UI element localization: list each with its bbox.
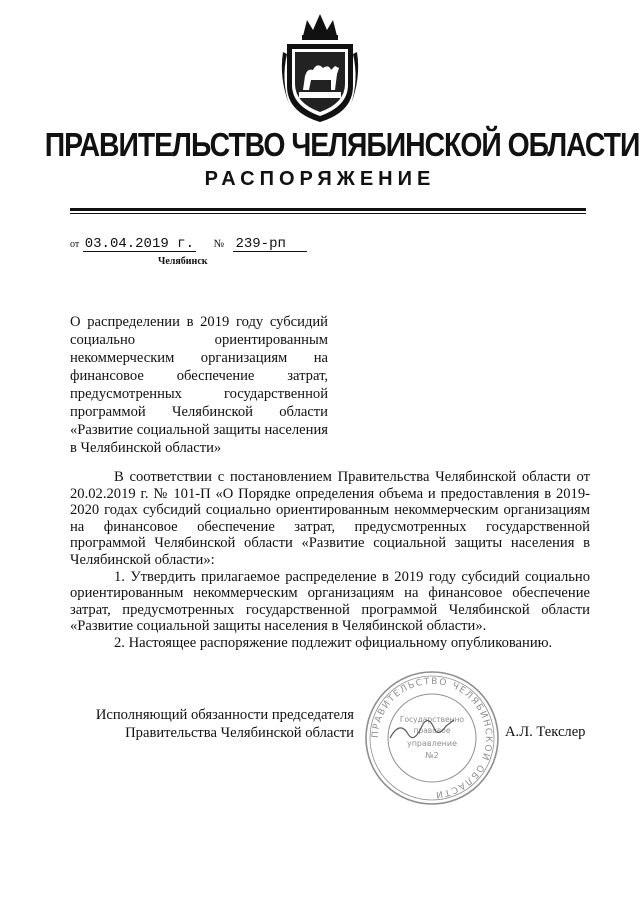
government-title: ПРАВИТЕЛЬСТВО ЧЕЛЯБИНСКОЙ ОБЛАСТИ	[44, 126, 640, 163]
seal-inner-text: №2	[425, 751, 439, 760]
registration-line	[70, 236, 307, 252]
document-date: 03.04.2019 г.	[84, 236, 194, 252]
body-paragraph: В соответствии с постановлением Правительства Челябинской области от 20.02.2019 г. № 101-П «О Порядке определения объема и предоставления в 2019-2020 годах субсидий социально ориентированным некоммерческим организациям на финансовое обеспечение затрат, предусмотренных государственной программой Челябинской области «Развитие социальной защиты населения в Челябинской области»:	[70, 469, 590, 568]
seal-inner-text: управление	[406, 739, 458, 748]
number-label: №	[213, 238, 224, 250]
header-rule-thick	[70, 208, 586, 211]
seal-ring-text: ПРАВИТЕЛЬСТВО ЧЕЛЯБИНСКОЙ ОБЛАСТИ	[370, 676, 494, 800]
signatory-name: А.Л. Текслер	[505, 724, 586, 740]
document-subject: О распределении в 2019 году субсидий социально ориентированным некоммерческим организациям на финансовое обеспечение затрат, предусмотренных государственной программой Челябинской области «Развитие социальной защиты населения в Челябинской области»	[70, 314, 328, 456]
coat-of-arms-emblem	[277, 8, 363, 126]
body-paragraph: 2. Настоящее распоряжение подлежит официальному опубликованию.	[114, 634, 553, 651]
signatory-role	[80, 706, 354, 742]
official-seal	[362, 668, 502, 808]
document-number: 239-рп	[233, 237, 307, 252]
signatory-role-line: Правительства Челябинской области	[125, 725, 354, 741]
seal-inner-text: Государственно	[399, 715, 465, 724]
document-body	[70, 469, 590, 652]
date-label: от	[70, 239, 80, 250]
svg-text:ПРАВИТЕЛЬСТВО ЧЕЛЯБИНСКОЙ ОБЛА	[371, 677, 493, 799]
signatory-role-line: Исполняющий обязанности председателя	[95, 707, 354, 723]
body-paragraph: 1. Утвердить прилагаемое распределение в 2019 году субсидий социально ориентированным некоммерческим организациям на финансовое обеспечение затрат, предусмотренных государственной программой Челябинской области «Развитие социальной защиты населения в Челябинской области».	[70, 568, 590, 635]
header-rule-thin	[70, 213, 586, 214]
city-label: Челябинск	[158, 256, 208, 267]
document-type: РАСПОРЯЖЕНИЕ	[204, 168, 436, 190]
seal-inner-text: правовое	[413, 726, 451, 735]
